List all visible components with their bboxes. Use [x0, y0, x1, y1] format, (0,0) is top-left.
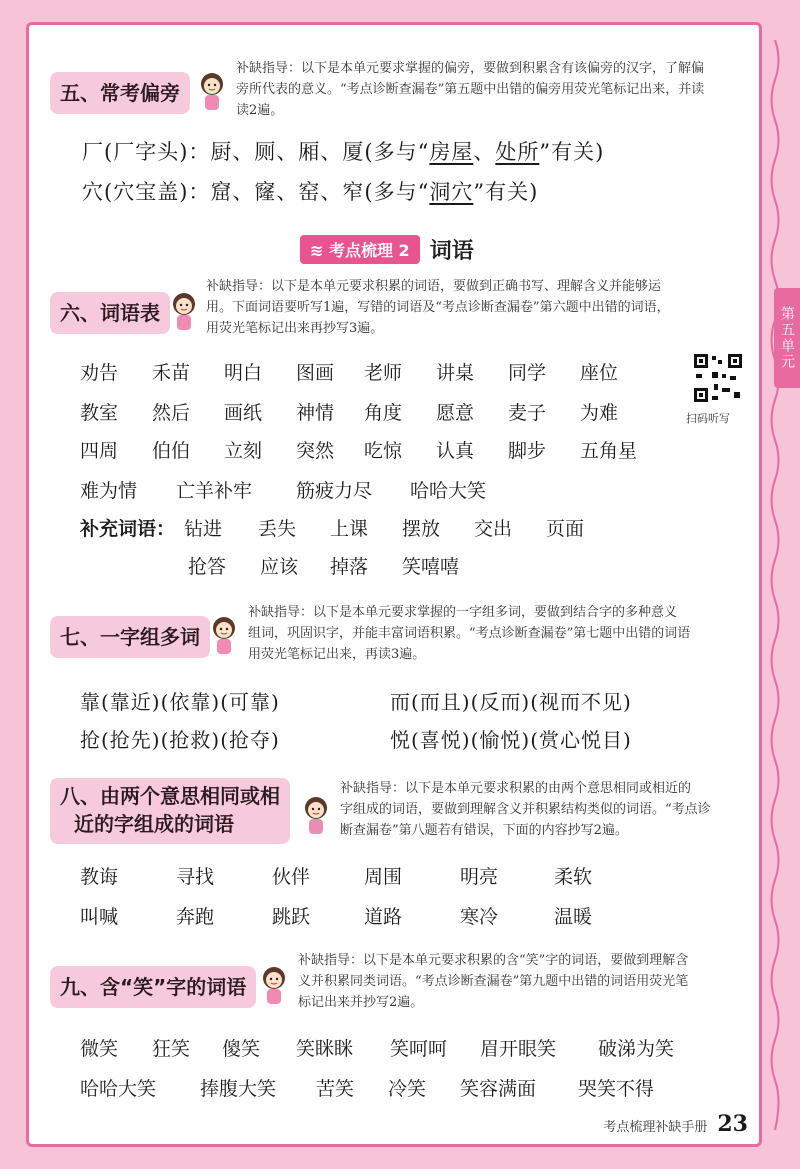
word: 笑嘻嘻 [402, 556, 460, 578]
section-9-guide: 补缺指导：以下是本单元要求积累的含“笑”字的词语，要做到理解含 义并积累同类词语。“考点诊断查漏卷”第九题中出错的词语用荧光笔 标记出来并抄写2遍。 [298, 953, 689, 1010]
multi-word-1b: 而(而且)(反而)(视而不见) [390, 690, 632, 714]
word: 筋疲力尽 [296, 480, 373, 502]
word: 老师 [364, 362, 403, 384]
word: 狂笑 [152, 1038, 191, 1060]
radical-line-2: 穴(穴宝盖)：窟、窿、窑、窄(多与“洞穴”有关) [82, 180, 539, 204]
word: 钻进 [184, 518, 223, 540]
word: 奔跑 [176, 906, 215, 928]
multi-word-1a: 靠(靠近)(依靠)(可靠) [80, 690, 280, 714]
word: 明白 [224, 362, 263, 384]
supplement-label: 补充词语： [80, 518, 176, 540]
section-9-title: 九、含“笑”字的词语 [50, 966, 256, 1008]
word: 讲桌 [436, 362, 475, 384]
word: 温暖 [554, 906, 593, 928]
word: 突然 [296, 440, 335, 462]
word: 教室 [80, 402, 119, 424]
word: 图画 [296, 362, 335, 384]
word: 苦笑 [316, 1078, 355, 1100]
word: 丢失 [258, 518, 297, 540]
word: 摆放 [402, 518, 441, 540]
word: 掉落 [330, 556, 369, 578]
word: 寒冷 [460, 906, 499, 928]
word: 哭笑不得 [578, 1078, 655, 1100]
multi-word-2b: 悦(喜悦)(愉悦)(赏心悦目) [390, 728, 632, 752]
word: 哈哈大笑 [410, 480, 487, 502]
word: 破涕为笑 [598, 1038, 675, 1060]
section-5-title: 五、常考偏旁 [50, 72, 190, 114]
word: 上课 [330, 518, 369, 540]
word: 难为情 [80, 480, 138, 502]
section-8-guide: 补缺指导：以下是本单元要求积累的由两个意思相同或相近的 字组成的词语，要做到理解含义并积累结构类似的词语。“考点诊 断查漏卷”第八题若有错误，下面的内容抄写2遍。 [340, 781, 711, 838]
word: 禾苗 [152, 362, 191, 384]
word: 应该 [260, 556, 299, 578]
word: 四周 [80, 440, 119, 462]
word: 道路 [364, 906, 403, 928]
word: 麦子 [508, 402, 547, 424]
section-6-guide: 补缺指导：以下是本单元要求积累的词语，要做到正确书写、理解含义并能够运 用。下面词语要听写1遍，写错的词语及“考点诊断查漏卷”第六题中出错的词语， 用荧光笔标记出来再抄写3遍。 [206, 279, 670, 336]
word: 哈哈大笑 [80, 1078, 157, 1100]
word: 为难 [580, 402, 619, 424]
word: 冷笑 [388, 1078, 427, 1100]
unit-side-tab: 第五单元 [774, 288, 800, 388]
word: 认真 [436, 440, 475, 462]
word: 笑眯眯 [296, 1038, 354, 1060]
word: 交出 [474, 518, 513, 540]
word: 座位 [580, 362, 619, 384]
word: 教诲 [80, 866, 119, 888]
topic-badge: ≋ 考点梳理 2 [300, 235, 420, 264]
qr-code-icon[interactable] [692, 352, 744, 404]
word: 神情 [296, 402, 335, 424]
word: 然后 [152, 402, 191, 424]
word: 抢答 [188, 556, 227, 578]
word: 五角星 [580, 440, 638, 462]
page-number: 23 [717, 1111, 748, 1137]
word: 跳跃 [272, 906, 311, 928]
word: 笑呵呵 [390, 1038, 448, 1060]
girl-avatar-icon [300, 794, 332, 836]
word: 吃惊 [364, 440, 403, 462]
topic-header [300, 234, 474, 264]
section-7-guide: 补缺指导：以下是本单元要求掌握的一字组多词，要做到结合字的多种意义 组词，巩固识字，并能丰富词语积累。“考点诊断查漏卷”第七题中出错的词语 用荧光笔标记出来，再读3遍。 [248, 605, 691, 662]
girl-avatar-icon [168, 290, 200, 332]
word: 同学 [508, 362, 547, 384]
section-8-title: 八、由两个意思相同或相 近的字组成的词语 [50, 778, 290, 844]
girl-avatar-icon [196, 70, 228, 112]
word: 画纸 [224, 402, 263, 424]
section-7-title: 七、一字组多词 [50, 616, 210, 658]
word: 傻笑 [222, 1038, 261, 1060]
word: 伙伴 [272, 866, 311, 888]
footer-title: 考点梳理补缺手册 [603, 1120, 708, 1135]
word: 愿意 [436, 402, 475, 424]
radical-line-1: 厂(厂字头)：厨、厕、厢、厦(多与“房屋、处所”有关) [82, 140, 605, 164]
word: 柔软 [554, 866, 593, 888]
word: 周围 [364, 866, 403, 888]
section-5-guide: 补缺指导：以下是本单元要求掌握的偏旁，要做到积累含有该偏旁的汉字，了解偏 旁所代表的意义。“考点诊断查漏卷”第五题中出错的偏旁用荧光笔标记出来，并读 读2遍。 [236, 61, 705, 118]
word: 叫喊 [80, 906, 119, 928]
word: 捧腹大笑 [200, 1078, 277, 1100]
wave-border-decoration [768, 40, 782, 1130]
word: 笑容满面 [460, 1078, 537, 1100]
girl-avatar-icon [258, 964, 290, 1006]
qr-label: 扫码听写 [686, 412, 730, 425]
word: 明亮 [460, 866, 499, 888]
word: 眉开眼笑 [480, 1038, 557, 1060]
word: 立刻 [224, 440, 263, 462]
word: 脚步 [508, 440, 547, 462]
word: 伯伯 [152, 440, 191, 462]
topic-name: 词语 [429, 238, 474, 264]
section-6-title: 六、词语表 [50, 292, 170, 334]
word: 亡羊补牢 [176, 480, 253, 502]
word: 寻找 [176, 866, 215, 888]
word: 页面 [546, 518, 585, 540]
word: 角度 [364, 402, 403, 424]
girl-avatar-icon [208, 614, 240, 656]
word: 微笑 [80, 1038, 119, 1060]
multi-word-2a: 抢(抢先)(抢救)(抢夺) [80, 728, 280, 752]
page-footer [603, 1111, 748, 1137]
word: 劝告 [80, 362, 119, 384]
